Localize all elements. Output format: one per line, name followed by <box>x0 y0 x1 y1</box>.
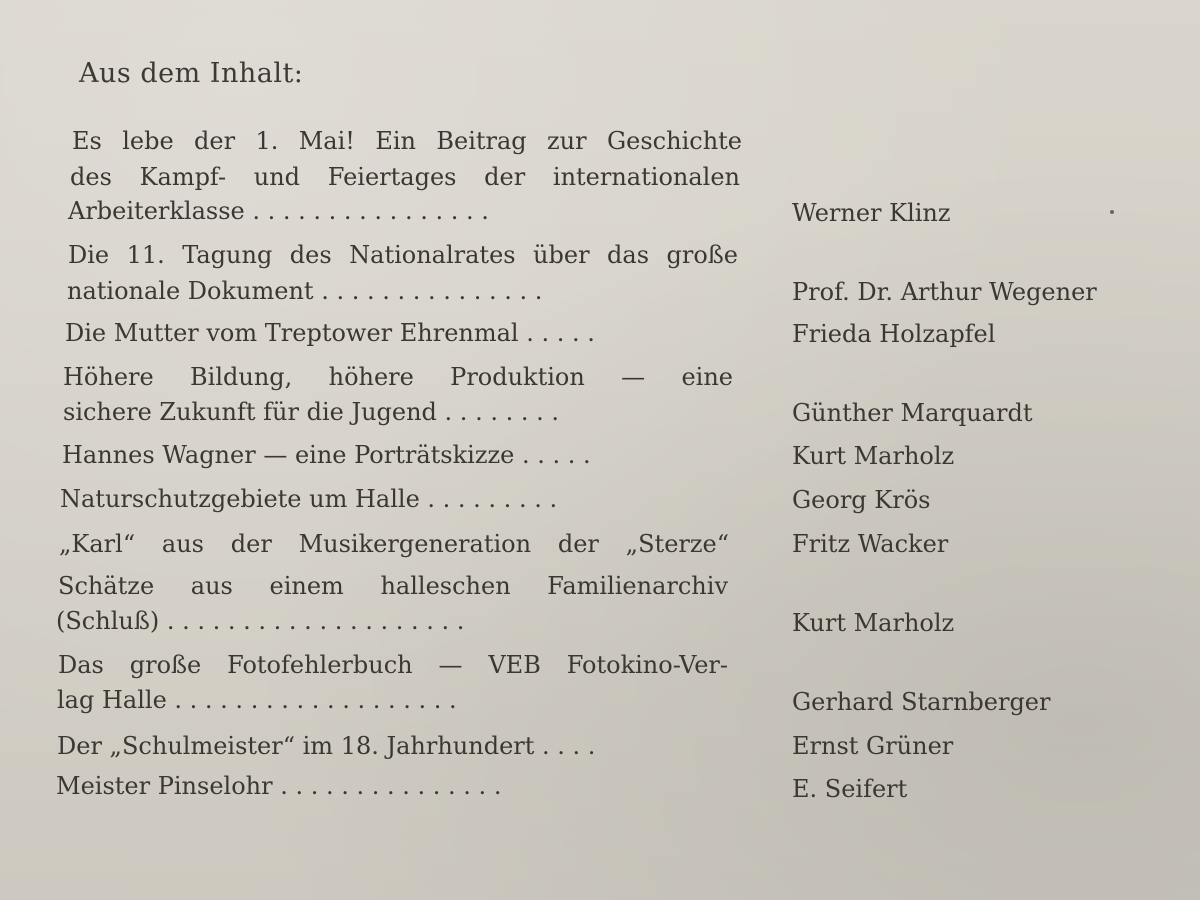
entry-author: E. Seifert <box>792 775 908 803</box>
entry-author: Fritz Wacker <box>792 530 949 558</box>
entry-title-line: Arbeiterklasse . . . . . . . . . . . . . . . . <box>68 197 489 225</box>
paper-speck <box>1110 210 1114 214</box>
entry-title-line: Höhere Bildung, höhere Produktion — eine <box>63 363 733 391</box>
entry-title-line: Schätze aus einem halleschen Familienarchiv <box>58 572 728 600</box>
entry-title-line: Die 11. Tagung des Nationalrates über das große <box>68 241 738 269</box>
entry-title-line: Der „Schulmeister“ im 18. Jahrhundert . . . . <box>57 732 596 760</box>
entry-author: Ernst Grüner <box>792 732 954 760</box>
entry-author: Georg Krös <box>792 486 931 514</box>
entry-title-line: nationale Dokument . . . . . . . . . . . . . . . <box>67 277 543 305</box>
entry-title-line: Naturschutzgebiete um Halle . . . . . . . . . <box>60 485 558 513</box>
entry-author: Kurt Marholz <box>792 609 955 637</box>
toc-heading: Aus dem Inhalt: <box>79 58 304 89</box>
entry-title-line: Meister Pinselohr . . . . . . . . . . . . . . . <box>56 772 502 800</box>
entry-author: Gerhard Starnberger <box>792 688 1051 716</box>
entry-title-line: „Karl“ aus der Musikergeneration der „Sterze“ <box>59 530 729 558</box>
entry-title-line: des Kampf- und Feiertages der internationalen <box>70 163 740 191</box>
entry-author: Prof. Dr. Arthur Wegener <box>792 278 1097 306</box>
entry-title-line: sichere Zukunft für die Jugend . . . . . . . . <box>63 398 559 426</box>
entry-author: Frieda Holzapfel <box>792 320 996 348</box>
entry-title-line: Es lebe der 1. Mai! Ein Beitrag zur Geschichte <box>72 127 742 155</box>
entry-title-line: Das große Fotofehlerbuch — VEB Fotokino-Ver- <box>58 651 728 679</box>
entry-title-line: lag Halle . . . . . . . . . . . . . . . . . . . <box>57 686 457 714</box>
entry-title-line: Hannes Wagner — eine Porträtskizze . . . . . <box>62 441 591 469</box>
entry-title-line: Die Mutter vom Treptower Ehrenmal . . . . . <box>65 319 595 347</box>
entry-author: Werner Klinz <box>792 199 951 227</box>
entry-author: Kurt Marholz <box>792 442 955 470</box>
entry-title-line: (Schluß) . . . . . . . . . . . . . . . . . . . . <box>56 607 465 635</box>
entry-author: Günther Marquardt <box>792 399 1033 427</box>
